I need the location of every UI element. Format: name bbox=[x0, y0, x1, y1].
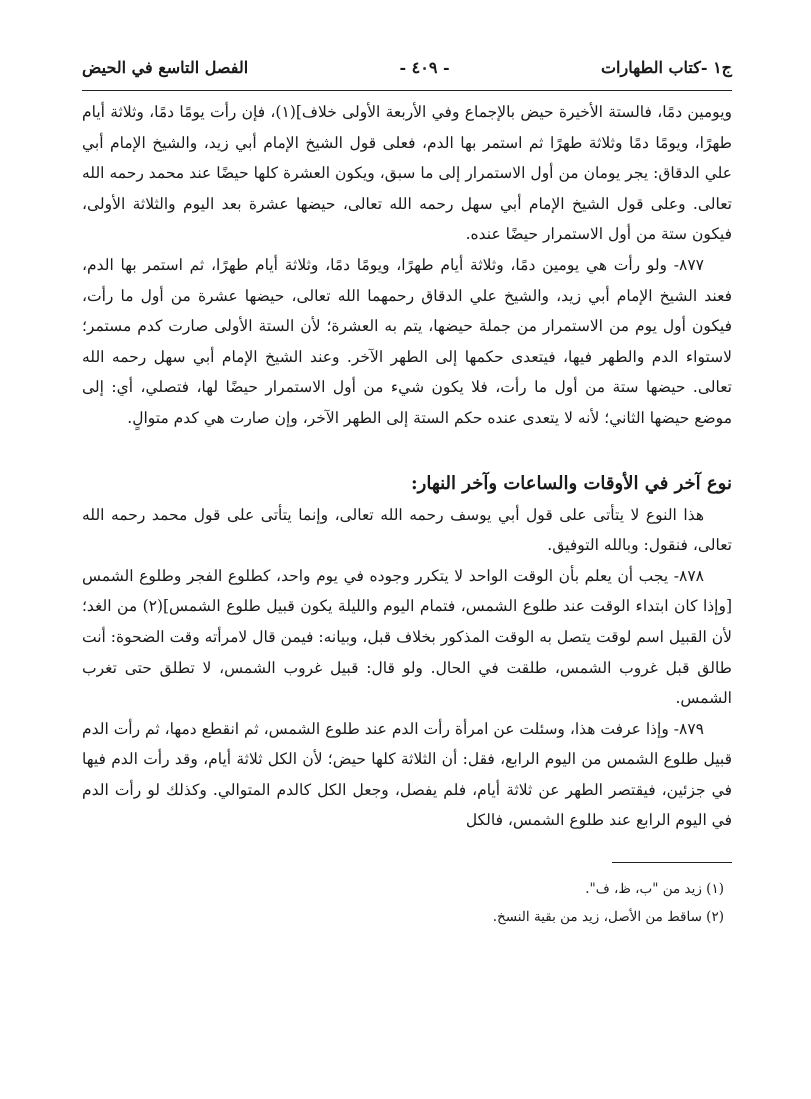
section-intro-paragraph: هذا النوع لا يتأتى على قول أبي يوسف رحمه الله تعالى، وإنما يتأتى على قول محمد رحمه الله تعالى، فنقول: وبالله التوفيق. bbox=[82, 505, 732, 555]
running-header bbox=[82, 58, 732, 91]
header-chapter: الفصل التاسع في الحيض bbox=[82, 58, 249, 77]
paragraph-879: ٨٧٩- وإذا عرفت هذا، وسئلت عن امرأة رأت الدم عند طلوع الشمس، ثم انقطع دمها، ثم رأت الدم قبيل طلوع الشمس من اليوم الرابع، فقل: أن الثلاثة كلها حيض؛ لأن الكل ثلاثة أيام، وقد رأت الدم فيها في جزئين، فيقتصر الطهر عن ثلاثة أيام، فلم يفصل، وجعل الكل كالدم المتوالي. وكذلك لو رأت الدم في اليوم الرابع عند طلوع الشمس، فالكل bbox=[82, 719, 732, 830]
footnotes bbox=[82, 875, 732, 931]
body-text bbox=[82, 97, 732, 434]
paragraph-877: ٨٧٧- ولو رأت هي يومين دمًا، وثلاثة أيام طهرًا، ويومًا دمًا، وثلاثة أيام طهرًا، ثم استمر بها الدم، فعند الشيخ الإمام أبي زيد، والشيخ علي الدقاق رحمهما الله تعالى، حيضها عشرة من أول ما رأت، فيكون أول يوم من الاستمرار من جملة حيضها، يتم به العشرة؛ لأن الستة الأولى صارت كدم مستمر؛ لاستواء الدم والطهر فيها، فيتعدى حكمها إلى الطهر الآخر. وعند الشيخ الإمام أبي سهل رحمه الله تعالى. حيضها ستة من أول ما رأت، فلا يكون شيء من أول الاستمرار حيضًا لها، فتصلي، أي: إلى موضع حيضها الثاني؛ لأنه لا يتعدى عنده حكم الستة إلى الطهر الآخر، وإن صارت هي كدم متوالٍ. bbox=[82, 255, 732, 427]
header-volume-book: ج١ -كتاب الطهارات bbox=[600, 58, 732, 77]
footnote-1: (١) زيد من "ب، ظ، ف". bbox=[585, 881, 724, 898]
paragraph-continued: ويومين دمًا، فالستة الأخيرة حيض بالإجماع وفي الأربعة الأولى خلاف](١)، فإن رأت يومًا دمًا، وثلاثة أيام طهرًا، ويومًا دمًا وثلاثة طهرًا ثم استمر بها الدم، فعلى قول الشيخ الإمام أبي زيد، والشيخ الإمام أبي علي الدقاق: يجر يومان من أول الاستمرار إلى ما سبق، ويكون العشرة كلها حيضًا عند محمد رحمه الله تعالى. وعلى قول الشيخ الإمام أبي سهل رحمه الله تعالى، حيضها عشرة بعد اليوم والثلاثة الأولى، فيكون ستة من أول الاستمرار حيضًا عنده. bbox=[82, 103, 732, 244]
footnote-2: (٢) ساقط من الأصل، زيد من بقية النسخ. bbox=[492, 909, 724, 926]
section-heading: نوع آخر في الأوقات والساعات وآخر النهار: bbox=[411, 472, 732, 494]
page-number: - ٤٠٩ - bbox=[399, 58, 450, 77]
document-page bbox=[82, 58, 732, 931]
footnote-separator bbox=[612, 862, 732, 863]
section-body bbox=[82, 500, 732, 837]
paragraph-878: ٨٧٨- يجب أن يعلم بأن الوقت الواحد لا يتكرر وجوده في يوم واحد، كطلوع الفجر وطلوع الشمس [وإذا كان ابتداء الوقت عند طلوع الشمس، فتمام اليوم والليلة يكون قبيل طلوع الشمس](٢) من الغد؛ لأن القبيل اسم لوقت يتصل به الوقت المذكور بخلاف قبل، وبيانه: فيمن قال لامرأته وقت الضحوة: أنت طالق قبل غروب الشمس، طلقت في الحال. ولو قال: قبيل غروب الشمس، لا تطلق حتى تغرب الشمس. bbox=[82, 566, 732, 708]
